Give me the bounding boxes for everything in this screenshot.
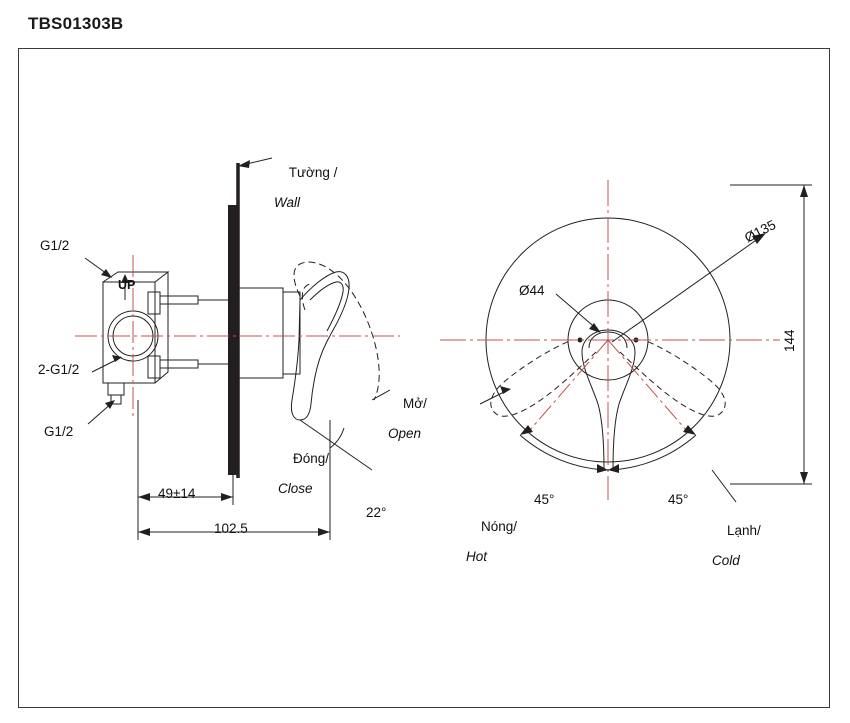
label-g12-bottom: G1/2 xyxy=(44,424,74,439)
dimension-49: 49±14 xyxy=(158,486,196,501)
label-cold: Lạnh/ Cold xyxy=(712,523,761,568)
dimension-45-right: 45° xyxy=(668,492,689,507)
label-open: Mở/ Open xyxy=(388,396,427,441)
dimension-dia-44: Ø44 xyxy=(519,283,545,298)
label-up-mark: UP xyxy=(118,278,136,292)
label-g12-top: G1/2 xyxy=(40,238,70,253)
dimension-dia-135: Ø135 xyxy=(742,217,779,246)
page-title: TBS01303B xyxy=(28,14,124,33)
label-wall: Tường / Wall xyxy=(274,165,338,210)
label-2-g12: 2-G1/2 xyxy=(38,362,80,377)
dimension-144: 144 xyxy=(782,329,797,352)
label-hot: Nóng/ Hot xyxy=(466,519,518,564)
dimension-22deg: 22° xyxy=(366,505,387,520)
label-close: Đóng/ Close xyxy=(278,451,330,496)
dimension-102-5: 102.5 xyxy=(214,521,248,536)
dimension-45-left: 45° xyxy=(534,492,555,507)
